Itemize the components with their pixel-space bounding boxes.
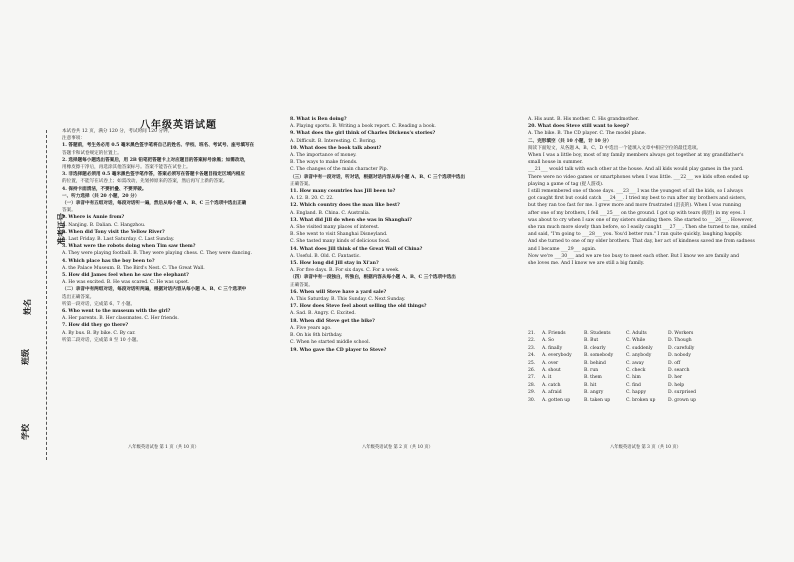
text-line: There were no video games or smartphones when I was little. ___22___ we kids often ended up — [528, 174, 749, 180]
text-line: 9. What does the girl think of Charles Dickens's stories? — [290, 131, 436, 137]
option-cell: 28. — [528, 382, 536, 388]
option-cell: B. taken up — [584, 397, 611, 403]
text-line: was about to cry when I saw one of my sisters standing there. She started to ___26___. However, — [528, 217, 753, 223]
text-line: 13. What did Jill do when she was in Shanghai? — [290, 217, 412, 223]
binding-area — [20, 140, 66, 440]
text-line: 5. How did James feel when he saw the elephant? — [62, 273, 189, 279]
text-line: 18. When did Steve get the bike? — [290, 318, 375, 324]
text-line: A. Nanjing. B. Dalian. C. Hangzhou. — [62, 222, 146, 228]
option-cell: 30. — [528, 397, 536, 403]
text-line: 的位置，不能写在试卷上；如需改动，先划掉原来的答案，然后再写上新的答案。 — [62, 179, 228, 185]
option-cell: C. happy — [626, 390, 647, 396]
text-line: A. The bike. B. The CD player. C. The model plane. — [528, 131, 646, 137]
text-line: 11. How many countries has Jill been to? — [290, 189, 396, 195]
text-line: B. She went to visit Shanghai Disneyland. — [290, 232, 388, 238]
text-line: 一、听力选择（共 20 小题，20 分） — [62, 193, 140, 199]
option-cell: 24. — [528, 353, 536, 359]
option-cell: B. them — [584, 375, 602, 381]
option-cell: D. help — [668, 382, 685, 388]
option-cell: C. broken up — [626, 397, 656, 403]
binding-class: 班级 — [20, 349, 30, 365]
text-line: 3. What were the robots doing when Tim saw them? — [62, 244, 196, 250]
option-cell: A. shout — [542, 368, 561, 374]
text-line: 二、完形填空（共 10 小题，计 10 分） — [528, 138, 612, 144]
text-line: A. England. B. China. C. Australia. — [290, 210, 371, 216]
option-cell: A. afraid — [542, 390, 562, 396]
option-cell: 27. — [528, 375, 536, 381]
text-line: 1. Where is Annie from? — [62, 215, 125, 221]
text-line: A. 12. B. 20. C. 22. — [290, 196, 334, 202]
text-line: 19. Who gave the CD player to Steve? — [290, 347, 387, 353]
text-line: A. She visited many places of interest. — [290, 225, 380, 231]
text-line: A. They were playing football. B. They were playing chess. C. They were dancing. — [62, 251, 252, 257]
text-line: A. Playing sports. B. Writing a book report. C. Reading a book. — [290, 124, 436, 130]
option-cell: C. find — [626, 382, 641, 388]
text-line: A. He was excited. B. He was scared. C. He was upset. — [62, 280, 190, 286]
text-line: after one of my brothers, I fell ___25___ on the ground. I got up with tears (眼泪) in my eyes. I — [528, 210, 746, 216]
text-line: B. On his 8th birthday. — [290, 333, 343, 339]
option-cell: D. off — [668, 360, 681, 366]
text-line: （四）录音中有一段独白，听独白，根据内容从每小题 A、B、C 三个选项中选出 — [290, 275, 456, 281]
option-cell: A. everybody — [542, 353, 572, 359]
footer-page-1: 八年级英语试卷 第 1 页（共 10 页） — [128, 445, 199, 450]
text-line: 4. 保持卡面清洁，不要折叠、不要弄破。 — [62, 186, 147, 192]
option-cell: A. Friends — [542, 331, 566, 336]
option-cell: B. Students — [584, 331, 611, 336]
option-cell: 21. — [528, 331, 536, 336]
text-line: 听第一段对话，完成第 6、7 小题。 — [62, 301, 136, 307]
text-line: A. The importance of money. — [290, 153, 357, 159]
text-line: 6. Who went to the museum with the girl? — [62, 309, 171, 315]
option-cell: C. away — [626, 360, 644, 366]
text-line: 用橡皮擦干净后，再选涂其他答案标号。答案不能答在试卷上。 — [62, 165, 191, 171]
option-cell: C. him — [626, 375, 641, 381]
text-line: 20. What does Steve still want to keep? — [528, 124, 629, 130]
text-line: but they ran too fast for me. I grew more and more frustrated (沮丧的). When I was running — [528, 203, 742, 209]
text-line: I still remembered one of those days. ___23___ I was the youngest of all the kids, so I always — [528, 189, 743, 195]
column-3 — [528, 116, 760, 267]
option-cell: B. hit — [584, 382, 597, 388]
text-line: A. By bus. B. By bike. C. By car. — [62, 330, 136, 336]
text-line: A. Five years ago. — [290, 325, 332, 331]
text-line: A. Last Friday. B. Last Saturday. C. Last Sunday. — [62, 237, 175, 243]
text-line: 注意事项： — [62, 136, 85, 142]
text-line: C. She tasted many kinds of delicious food. — [290, 239, 391, 245]
text-line: 8. What is Ben doing? — [290, 117, 347, 122]
option-cell: D. Though — [668, 338, 692, 344]
option-cell: C. check — [626, 368, 646, 374]
text-line: playing a game of tag (捉人游戏). — [528, 181, 604, 187]
option-cell: C. anybody — [626, 353, 652, 359]
option-cell: D. grown up — [668, 397, 697, 403]
text-line: 阅读下面短文，从各题 A、B、C、D 中选出一个能填入文章中相应空位的最佳选项。 — [528, 145, 702, 151]
option-cell: A. finally — [542, 345, 563, 351]
cloze-options — [528, 330, 710, 404]
text-line: ___21___ would talk with each other at the house. And all kids would play games in the yard. — [528, 167, 744, 173]
text-line: 1. 答题前，考生务必用 0.5 毫米黑色签字笔将自己的姓名、学校、班名、考试号、座号填写在 — [62, 143, 255, 149]
text-line: A. For five days. B. For six days. C. For a week. — [290, 268, 400, 274]
column-2 — [290, 116, 515, 354]
binding-name: 姓名 — [22, 299, 32, 315]
text-line: 10. What does the book talk about? — [290, 145, 382, 151]
text-line: she ran much more slowly than before, so I easily caught ___27___. Then she turned to me, smiled — [528, 225, 757, 231]
text-line: got caught first but could catch ___24___. I tried my best to run after my brothers and sisters, — [528, 196, 747, 202]
option-cell: B. run — [584, 368, 599, 374]
text-line: 4. Which place has the boy been to? — [62, 258, 155, 264]
text-line: 本试卷共 12 页，满分 120 分，考试时间 120 分钟。 — [62, 129, 173, 134]
text-line: 2. 选择题每小题选出答案后，用 2B 铅笔把答题卡上对应题目的答案标号涂黑；如需改动， — [62, 157, 249, 163]
option-cell: A. So — [542, 338, 554, 344]
text-line: 17. How does Steve feel about selling the old things? — [290, 304, 427, 310]
text-line: （三）录音中有一段对话，听对话，根据对话内容从每小题 A、B、C 三个选项中选出 — [290, 174, 466, 180]
text-line: 16. When will Steve have a yard sale? — [290, 289, 387, 295]
text-line: 答案。 — [62, 208, 76, 214]
option-cell: 25. — [528, 360, 536, 366]
option-cell: 23. — [528, 345, 536, 351]
text-line: 7. How did they go there? — [62, 323, 129, 329]
text-line: And she turned to one of my older brothers. That day, her act of kindness saved me from sadness — [528, 239, 755, 245]
text-line: 15. How long did Jill stay in Xi'an? — [290, 261, 379, 267]
page-title: 八年级英语试题 — [140, 120, 217, 131]
option-cell: D. nobody — [668, 353, 691, 359]
text-line: When I was a little boy, most of my family members always got together at my grandfather's — [528, 153, 744, 159]
text-line: B. The ways to make friends. — [290, 160, 358, 166]
text-line: A. Her parents. B. Her classmates. C. Her friends. — [62, 316, 179, 322]
option-cell: B. behind — [584, 360, 606, 366]
text-line: A. This Saturday. B. This Sunday. C. Next Sunday. — [290, 297, 406, 303]
text-line: 听第二段对话，完成第 8 至 10 小题。 — [62, 337, 141, 343]
footer-page-2: 八年级英语试卷 第 2 页（共 10 页） — [362, 445, 433, 450]
option-cell: D. Workers — [668, 331, 694, 336]
text-line: （一）录音中有五组对话，每段对话听一遍，然后从每小题 A、B、C 三个选项中选出正确 — [62, 201, 247, 207]
text-line: A. the Palace Museum. B. The Bird's Nest. C. The Great Wall. — [62, 265, 205, 271]
binding-school: 学校 — [20, 424, 30, 440]
text-line: 12. Which country does the man like best? — [290, 203, 400, 209]
option-cell: C. suddenly — [626, 345, 653, 351]
option-cell: D. carefully — [668, 345, 695, 351]
text-line: A. His aunt. B. His mother. C. His grandmother. — [528, 117, 639, 122]
text-line: 选出正确答案。 — [62, 294, 95, 300]
binding-id: 准考证号 — [56, 213, 66, 245]
option-cell: A. gotten up — [542, 397, 571, 403]
text-line: A. Sad. B. Angry. C. Excited. — [290, 311, 356, 317]
footer-page-3: 八年级英语试卷 第 3 页（共 10 页） — [610, 445, 681, 450]
text-line: 14. What does Jill think of the Great Wall of China? — [290, 246, 423, 252]
text-line: and said, "I'm going to ___28___ you. You'd better run." I ran quite quickly, laughing happily. — [528, 232, 743, 238]
option-cell: D. search — [668, 368, 690, 374]
option-cell: B. But — [584, 338, 599, 344]
text-line: C. The changes of the main character Pip. — [290, 167, 389, 173]
text-line: 正确答案。 — [290, 282, 313, 288]
text-line: 2. When did Tony visit the Yellow River? — [62, 229, 165, 235]
text-line: A. Difficult. B. Interesting. C. Boring. — [290, 138, 377, 144]
text-line: 答题卡和试卷规定的位置上。 — [62, 150, 122, 156]
text-line: （二）录音中有两组对话，每段对话听两遍，根据对话内容从每小题 A、B、C 三个选项中 — [62, 287, 247, 293]
text-line: A. Useful. B. Old. C. Fantastic. — [290, 253, 361, 259]
option-cell: B. clearly — [584, 345, 606, 351]
text-line: 正确答案。 — [290, 181, 313, 187]
text-line: Now we're ___30___ and we are too busy to meet each other. But I know we are family and — [528, 253, 740, 259]
option-cell: B. somebody — [584, 353, 614, 359]
text-line: small house in summer. — [528, 160, 583, 166]
option-cell: A. it — [542, 375, 552, 381]
text-line: 3. 非选择题必须用 0.5 毫米黑色签字笔作答，答案必须写在答题卡各题目指定区域内相应 — [62, 172, 245, 178]
option-cell: A. over — [542, 360, 559, 366]
option-cell: C. While — [626, 338, 646, 344]
option-cell: D. surprised — [668, 390, 696, 396]
option-cell: B. angry — [584, 390, 604, 396]
text-line: and I became ___29___ again. — [528, 246, 597, 252]
option-cell: A. catch — [542, 382, 561, 388]
option-cell: 29. — [528, 390, 536, 396]
option-cell: 22. — [528, 338, 536, 344]
option-cell: C. Adults — [626, 331, 647, 336]
option-cell: 26. — [528, 368, 536, 374]
column-1 — [62, 128, 284, 344]
text-line: she loves me. And I know we are still a big family. — [528, 261, 645, 267]
text-line: C. When he started middle school. — [290, 340, 371, 346]
option-cell: D. her — [668, 375, 683, 381]
